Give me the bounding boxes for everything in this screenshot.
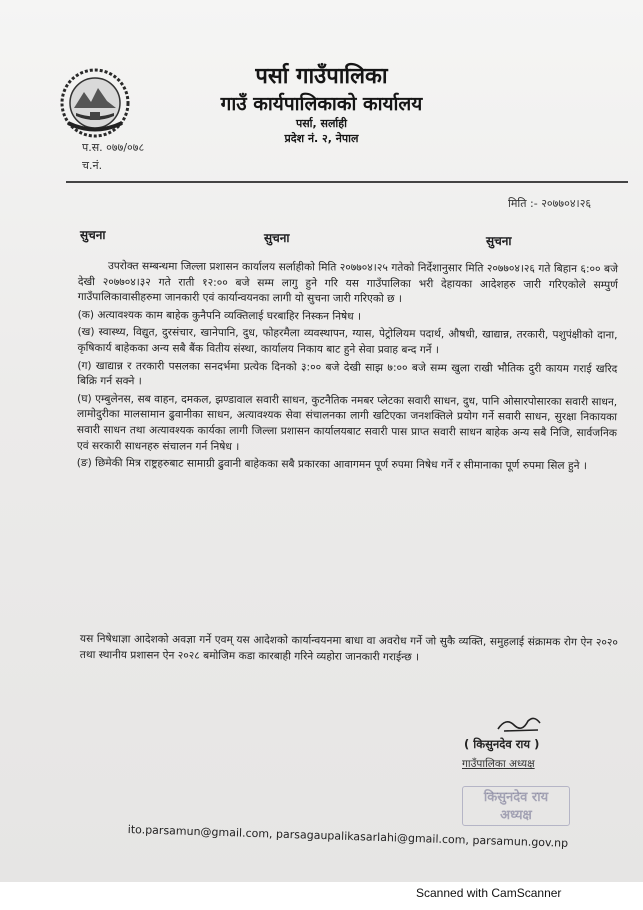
notice-heading: सुचना xyxy=(486,234,512,248)
notice-body xyxy=(77,259,618,477)
stamp-line: किसुनदेव राय xyxy=(483,790,549,805)
dispatch-number: च.नं. xyxy=(82,159,103,172)
contact-info: ito.parsamun@gmail.com, parsagaupalikasarlahi@gmail.com, parsamun.gov.np xyxy=(127,823,569,850)
office-province: प्रदेश नं. २, नेपाल xyxy=(284,132,359,145)
signer-title: गाउँपालिका अध्यक्ष xyxy=(462,758,535,770)
stamp-line: अध्यक्ष xyxy=(500,808,532,823)
closing-paragraph xyxy=(80,631,618,667)
intro-paragraph: उपरोक्त सम्बन्धमा जिल्ला प्रशासन कार्यालय सर्लाहीको मिति २०७७०४।२५ गतेको निर्देशानुसार मिति २०७७०४।२६ गते बिहान ६:०० बजे देखी २०७७०४।३२ गते राती १२:०० बजे सम्म लागु हुने गरि यस गाउँपालिका भरी देहायका आदेशहरु जारी गरिएकोले सम्पुर्ण गाउँपालिकावासीहरुमा जानकारी एवं कार्यान्वयनका लागी यो सुचना जारी गरिएको छ । xyxy=(77,260,618,306)
order-item: (घ) एम्बुलेनस, सब वाहन, दमकल, झण्डावाल सवारी साधन, कुटनैतिक नमबर प्लेटका सवारी साधन, दुध, पानि ओसारपोसारका सवारी साधन, लामोदुरीका मालसामान ढुवानीका साधन, अत्यावश्यक सेवा संचालनका लागी खटिएका जनशक्तिले प्रयोग गर्ने सवारी साधन, सुरक्षा निकायका सवारी साधन तथा अत्यावश्यक कार्यका लागी जिल्ला प्रशासन कार्यालयबाट सवारी पास प्राप्त सवारी साधन बाहेक अन्य सबै निजि, सार्वजनिक एवं सरकारी साधनहरु संचालन गर्न निषेध । xyxy=(76,392,618,453)
notice-heading: सुचना xyxy=(264,231,290,245)
signer-name: ( किसुनदेव राय ) xyxy=(464,737,540,751)
scanner-watermark: Scanned with CamScanner xyxy=(416,886,562,900)
letter-date: मिति :- २०७७०४।२६ xyxy=(508,197,592,210)
org-name: पर्सा गाउँपालिका xyxy=(255,64,388,89)
official-stamp xyxy=(462,786,570,826)
notice-heading: सुचना xyxy=(80,228,106,242)
fiscal-year: प.स. ०७७/०७८ xyxy=(82,141,145,154)
order-item: (ख) स्वास्थ्य, विद्युत, दुरसंचार, खानेपानि, दुध, फोहरमैला व्यवस्थापन, ग्यास, पेट्रोलियम पदार्थ, औषधी, खाद्यान्न, तरकारी, पशुपंक्षीको दाना, कृषिकार्य बाहेकका अन्य सबै बैंक वितीय संस्था, कार्यालय निकाय बाट हुने सेवा प्रवाह बन्द गर्ने । xyxy=(77,326,618,357)
order-item: (ग) खाद्यान्न र तरकारी पसलका सनदर्भमा प्रत्येक दिनको ३:०० बजे देखी साझ ७:०० बजे सम्म खुला राखी भौतिक दुरी कायम गराई खरिद बिक्रि गर्न सक्ने । xyxy=(77,359,618,388)
office-name: गाउँ कार्यपालिकाको कार्यालय xyxy=(220,93,423,115)
signature-scribble xyxy=(494,711,544,737)
closing-text: यस निषेधाज्ञा आदेशको अवज्ञा गर्ने एवम् यस आदेशको कार्यान्वयनमा बाधा वा अवरोध गर्ने जो सुकै व्यक्ति, समुहलाई संक्रामक रोग ऐन २०२० तथा स्थानीय प्रशासन ऐन २०२८ बमोजिम कडा कारबाही गरिने व्यहोरा जानकारी गराईन्छ । xyxy=(79,632,618,664)
order-item: (क) अत्यावश्यक काम बाहेक कुनैपनि व्यक्तिलाई घरबाहिर निस्कन निषेध । xyxy=(77,308,362,323)
order-item: (ङ) छिमेकी मित्र राष्ट्रहरुबाट सामाग्री ढुवानी बाहेकका सबै प्रकारका आवागमन पूर्ण रुपमा निषेध गर्ने र सीमानाका पूर्ण रुपमा सिल हुने । xyxy=(76,457,587,473)
office-location: पर्सा, सर्लाही xyxy=(296,117,347,130)
header-divider xyxy=(66,181,628,183)
